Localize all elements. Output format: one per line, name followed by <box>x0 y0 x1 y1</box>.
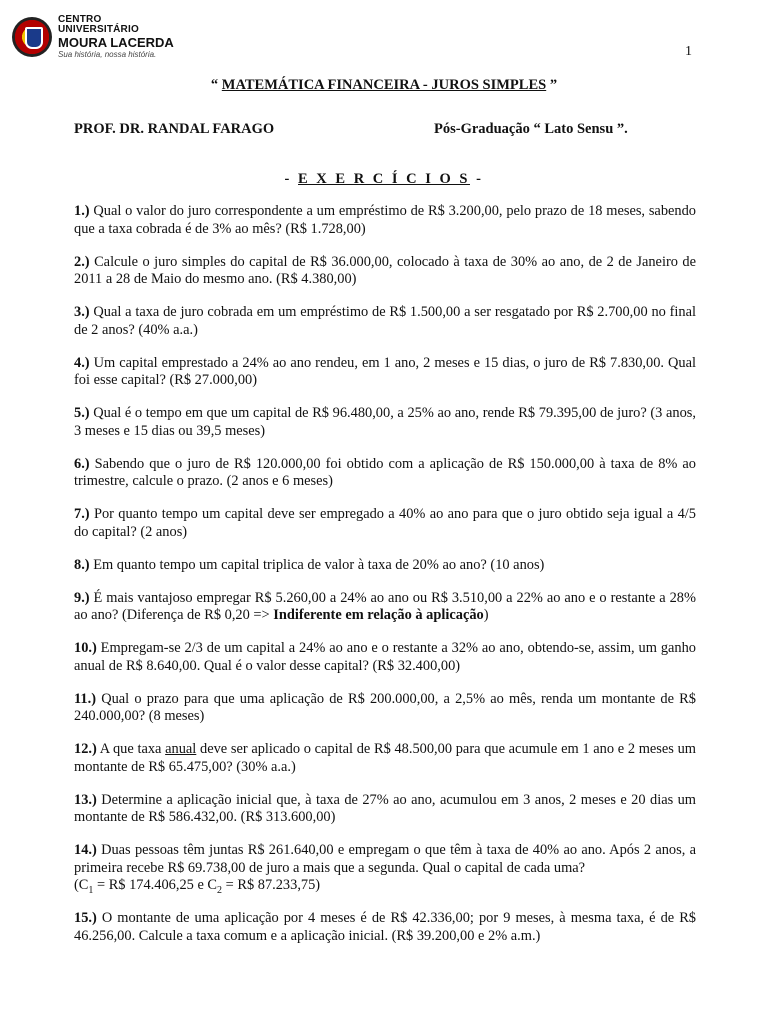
exercise-2 <box>74 254 696 289</box>
exercise-number: 14.) <box>74 842 97 858</box>
section-title <box>0 171 768 188</box>
exercise-answer-bold: Indiferente em relação à aplicação <box>273 607 484 623</box>
exercise-text: É mais vantajoso empregar R$ 5.260,00 a 24% ao ano ou R$ 3.510,00 a 22% ao ano e o restante a 28% ao ano? (Diferença de R$ 0,20 => <box>74 589 696 623</box>
exercise-text: O montante de uma aplicação por 4 meses é de R$ 42.336,00; por 9 meses, à mesma taxa, é de R$ 46.256,00. Calcule a taxa comum e a aplicação inicial. (R$ 39.200,00 e 2% a.m.) <box>74 910 696 944</box>
exercise-text: Por quanto tempo um capital deve ser empregado a 40% ao ano para que o juro obtido seja igual a 4/5 do capital? (2 anos) <box>74 506 697 540</box>
exercise-close-paren: ) <box>483 607 489 623</box>
exercise-text: Qual o prazo para que uma aplicação de R$ 200.000,00, a 2,5% ao mês, renda um montante de R$ 240.000,00? (8 meses) <box>74 690 696 724</box>
exercise-13 <box>74 792 696 827</box>
exercise-text: deve ser aplicado o capital de R$ 48.500,00 para que acumule em 1 ano e 2 meses um montante de R$ 65.475,00? (30% a.a.) <box>74 741 696 775</box>
section-prefix: - <box>284 171 298 187</box>
section-suffix: - <box>469 171 484 187</box>
exercise-text-pre: A que taxa <box>99 741 166 757</box>
exercise-text: Sabendo que o juro de R$ 120.000,00 foi obtido com a aplicação de R$ 150.000,00 à taxa de 8% ao trimestre, calcule o prazo. (2 anos e 6 meses) <box>74 455 696 489</box>
answer-c2-value: = R$ 87.233,75) <box>222 877 321 893</box>
answer-c1-label: (C <box>74 877 89 893</box>
program-name: Pós-Graduação “ Lato Sensu ”. <box>434 121 628 137</box>
logo-line-1: CENTRO UNIVERSITÁRIO <box>58 14 139 35</box>
answer-c1-value: = R$ 174.406,25 e C <box>93 877 218 893</box>
exercise-6 <box>74 456 696 491</box>
exercise-number: 4.) <box>74 354 90 371</box>
crest-icon <box>12 17 52 57</box>
exercise-12 <box>74 741 696 776</box>
institution-logo <box>12 14 182 60</box>
exercise-10 <box>74 640 696 675</box>
exercise-9 <box>74 590 696 625</box>
logo-line-2: MOURA LACERDA <box>58 35 174 50</box>
exercise-number: 1.) <box>74 203 90 219</box>
exercise-list <box>74 203 696 961</box>
answer-c2-subscript: 2 <box>217 884 223 896</box>
exercise-text: Um capital emprestado a 24% ao ano rendeu, em 1 ano, 2 meses e 15 dias, o juro de R$ 7.830,00. Qual foi esse capital? (R$ 27.000,00) <box>74 354 696 388</box>
exercise-text: Em quanto tempo um capital triplica de valor à taxa de 20% ao ano? (10 anos) <box>93 556 545 573</box>
exercise-1 <box>74 203 696 238</box>
exercise-text: Qual o valor do juro correspondente a um empréstimo de R$ 3.200,00, pelo prazo de 18 meses, sabendo que a taxa cobrada é de 3% ao mês? (R$ 1.728,00) <box>74 203 696 237</box>
exercise-number: 15.) <box>74 910 97 926</box>
title-close-quote: ” <box>549 77 558 93</box>
answer-c1-subscript: 1 <box>88 884 94 896</box>
exercise-text: Duas pessoas têm juntas R$ 261.640,00 e empregam o que têm à taxa de 40% ao ano. Após 2 anos, a primeira recebe R$ 69.738,00 de juro a mais que a segunda. Qual o capital de cada uma? <box>74 842 696 876</box>
exercise-text: Qual a taxa de juro cobrada em um empréstimo de R$ 1.500,00 a ser resgatado por R$ 2.700,00 no final de 2 anos? (40% a.a.) <box>74 304 696 338</box>
exercise-number: 9.) <box>74 589 90 606</box>
exercise-3 <box>74 304 696 339</box>
exercise-14 <box>74 842 696 895</box>
exercise-text: Determine a aplicação inicial que, à taxa de 27% ao ano, acumulou em 3 anos, 2 meses e 20 dias um montante de R$ 586.432,00. (R$ 313.600,00) <box>74 791 696 825</box>
exercise-number: 8.) <box>74 556 90 573</box>
title-open-quote: “ <box>210 77 219 93</box>
exercise-number: 6.) <box>74 455 90 472</box>
document-title <box>0 77 768 94</box>
section-text: E X E R C Í C I O S <box>298 171 470 187</box>
exercise-8 <box>74 557 696 575</box>
exercise-number: 2.) <box>74 253 90 270</box>
exercise-number: 11.) <box>74 690 96 707</box>
exercise-text: Qual é o tempo em que um capital de R$ 96.480,00, a 25% ao ano, rende R$ 79.395,00 de juro? (3 anos, 3 meses e 15 dias ou 39,5 meses) <box>74 405 696 439</box>
exercise-text: Calcule o juro simples do capital de R$ 36.000,00, colocado à taxa de 30% ao ano, de 2 de Janeiro de 2011 a 28 de Maio do mesmo ano. (R$ 4.380,00) <box>74 253 696 287</box>
exercise-7 <box>74 506 696 541</box>
exercise-number: 5.) <box>74 405 90 421</box>
exercise-number: 13.) <box>74 791 97 808</box>
logo-slogan: Sua história, nossa história. <box>58 50 157 59</box>
exercise-number: 3.) <box>74 304 90 320</box>
title-text: MATEMÁTICA FINANCEIRA - JUROS SIMPLES <box>221 77 547 93</box>
exercise-4 <box>74 355 696 390</box>
page-number: 1 <box>685 44 692 59</box>
exercise-number: 7.) <box>74 506 90 522</box>
exercise-number: 10.) <box>74 640 97 656</box>
exercise-underlined-word: anual <box>165 741 197 757</box>
exercise-5 <box>74 405 696 440</box>
logo-text <box>58 15 182 59</box>
author-name: PROF. DR. RANDAL FARAGO <box>74 121 275 137</box>
exercise-15 <box>74 910 696 945</box>
exercise-11 <box>74 691 696 726</box>
exercise-text: Empregam-se 2/3 de um capital a 24% ao ano e o restante a 32% ao ano, obtendo-se, assim, um ganho anual de R$ 8.640,00. Qual é o valor desse capital? (R$ 32.400,00) <box>74 640 696 674</box>
exercise-number: 12.) <box>74 741 97 757</box>
